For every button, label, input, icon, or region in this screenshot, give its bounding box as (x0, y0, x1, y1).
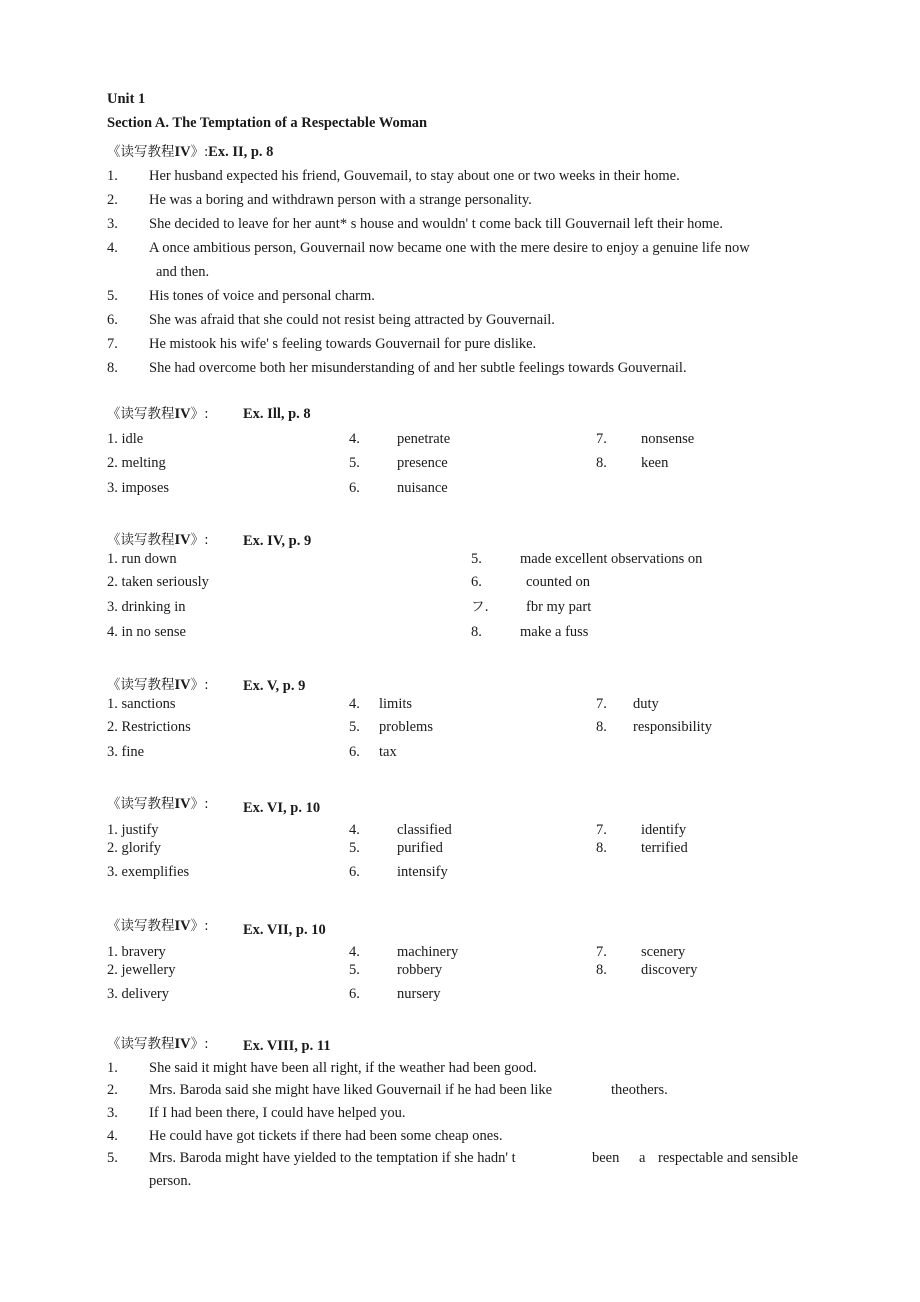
answer-num: 8. (596, 962, 607, 978)
list-item: She decided to leave for her aunt* s house and wouldn' t come back till Gouvernail left their home. (149, 216, 723, 232)
answer-item: make a fuss (520, 624, 589, 640)
answer-item: 1. justify (107, 822, 159, 838)
book-label: 《读写教程 (107, 796, 175, 812)
list-item-num: 5. (107, 1150, 118, 1166)
list-item-continuation: and then. (156, 264, 210, 280)
answer-item: 2. jewellery (107, 962, 176, 978)
list-item: She said it might have been all right, if the weather had been good. (149, 1060, 537, 1076)
list-item: He was a boring and withdrawn person with a strange personality. (149, 192, 532, 208)
list-item-continuation: person. (149, 1173, 192, 1189)
book-level: IV (174, 918, 191, 934)
book-label: 《读写教程 (107, 1036, 175, 1052)
list-item: She had overcome both her misunderstanding of and her subtle feelings towards Gouvernail. (149, 360, 687, 376)
ex2-label: Ex. II, p. 8 (208, 144, 274, 160)
list-item: He could have got tickets if there had been some cheap ones. (149, 1128, 503, 1144)
book-close: 》 (190, 796, 205, 812)
list-item: Mrs. Baroda said she might have liked Gouvernail if he had been like (149, 1082, 553, 1098)
list-item: He mistook his wife' s feeling towards Gouvernail for pure dislike. (149, 336, 537, 352)
ex5-header (107, 676, 209, 694)
list-item-num: 8. (107, 360, 118, 376)
ex8-label: Ex. VIII, p. 11 (243, 1038, 331, 1054)
ex4-header (107, 531, 209, 549)
list-item-num: 2. (107, 1082, 118, 1098)
answer-item: nursery (397, 986, 441, 1002)
answer-item: 3. imposes (107, 480, 170, 496)
header-colon: : (204, 406, 209, 422)
book-close: 》 (190, 1036, 205, 1052)
answer-num: 5. (349, 962, 360, 978)
answer-item: 1. run down (107, 551, 177, 567)
list-item-tail: theothers. (611, 1082, 668, 1098)
answer-item: nuisance (397, 480, 448, 496)
answer-item: machinery (397, 944, 459, 960)
list-item-num: 3. (107, 216, 118, 232)
list-item-num: 1. (107, 1060, 118, 1076)
ex5-label: Ex. V, p. 9 (243, 678, 306, 694)
answer-item: duty (633, 696, 659, 712)
answer-item: 2. Restrictions (107, 719, 191, 735)
header-colon: : (204, 532, 209, 548)
list-item-num: 5. (107, 288, 118, 304)
ex7-label: Ex. VII, p. 10 (243, 922, 326, 938)
list-item: His tones of voice and personal charm. (149, 288, 375, 304)
answer-item: limits (379, 696, 413, 712)
list-item-num: 4. (107, 240, 118, 256)
book-level: IV (174, 677, 191, 693)
answer-num: 5. (471, 551, 482, 567)
answer-item: 2. glorify (107, 840, 161, 856)
answer-num: 7. (596, 944, 607, 960)
book-level: IV (174, 406, 191, 422)
book-label: 《读写教程 (107, 406, 175, 422)
answer-item: keen (641, 455, 669, 471)
answer-num: 7. (596, 431, 607, 447)
answer-item: classified (397, 822, 452, 838)
book-level: IV (174, 144, 191, 160)
answer-num: 6. (471, 574, 482, 590)
list-item-num: 2. (107, 192, 118, 208)
book-close: 》 (190, 144, 205, 160)
book-level: IV (174, 532, 191, 548)
answer-item: discovery (641, 962, 698, 978)
list-item-num: 7. (107, 336, 118, 352)
ex7-header (107, 917, 209, 935)
book-close: 》 (190, 677, 205, 693)
list-item-word: a (639, 1150, 646, 1166)
ex6-label: Ex. VI, p. 10 (243, 800, 321, 816)
unit-title: Unit 1 (107, 91, 146, 107)
answer-num: 8. (596, 719, 607, 735)
section-title: Section A. The Temptation of a Respectable Woman (107, 115, 428, 131)
answer-num: 6. (349, 744, 360, 760)
answer-item: 2. taken seriously (107, 574, 209, 590)
answer-item: 4. in no sense (107, 624, 186, 640)
ex4-label: Ex. IV, p. 9 (243, 533, 312, 549)
answer-num: 5. (349, 719, 360, 735)
answer-num: 6. (349, 986, 360, 1002)
answer-num: 8. (471, 624, 482, 640)
answer-item: 3. fine (107, 744, 145, 760)
ex8-header (107, 1035, 209, 1053)
answer-item: 1. bravery (107, 944, 166, 960)
answer-item: 1. idle (107, 431, 144, 447)
book-close: 》 (190, 918, 205, 934)
answer-num: 7. (596, 822, 607, 838)
answer-item: 3. delivery (107, 986, 170, 1002)
answer-num: 8. (596, 455, 607, 471)
answer-num: 4. (349, 944, 360, 960)
header-colon: : (204, 796, 209, 812)
list-item: A once ambitious person, Gouvernail now became one with the mere desire to enjoy a genuine life now (149, 240, 750, 256)
answer-item: responsibility (633, 719, 712, 735)
answer-item: penetrate (397, 431, 451, 447)
list-item: Her husband expected his friend, Gouvemail, to stay about one or two weeks in their home. (149, 168, 680, 184)
answer-item: 3. drinking in (107, 599, 186, 615)
answer-num: 7. (596, 696, 607, 712)
answer-num: 8. (596, 840, 607, 856)
answer-item: 3. exemplifies (107, 864, 190, 880)
answer-item: 1. sanctions (107, 696, 176, 712)
answer-item: counted on (526, 574, 591, 590)
answer-num: 4. (349, 696, 360, 712)
book-label: 《读写教程 (107, 918, 175, 934)
answer-item: fbr my part (526, 599, 592, 615)
ex2-header (107, 143, 273, 161)
answer-item: tax (379, 744, 397, 760)
answer-num: 4. (349, 822, 360, 838)
list-item-num: 3. (107, 1105, 118, 1121)
list-item-num: 4. (107, 1128, 118, 1144)
header-colon: : (204, 1036, 209, 1052)
book-label: 《读写教程 (107, 144, 175, 160)
answer-num: 5. (349, 840, 360, 856)
answer-item: problems (379, 719, 433, 735)
ex3-label: Ex. Ill, p. 8 (243, 406, 311, 422)
list-item: If I had been there, I could have helped you. (149, 1105, 406, 1121)
book-close: 》 (190, 406, 205, 422)
answer-num: 6. (349, 864, 360, 880)
ex3-header (107, 405, 209, 423)
answer-item: identify (641, 822, 687, 838)
list-item: She was afraid that she could not resist being attracted by Gouvernail. (149, 312, 555, 328)
answer-item: robbery (397, 962, 443, 978)
answer-item: made excellent observations on (520, 551, 703, 567)
list-item-word: been (592, 1150, 620, 1166)
answer-num: 4. (349, 431, 360, 447)
answer-item: terrified (641, 840, 688, 856)
list-item-num: 6. (107, 312, 118, 328)
answer-num: フ. (471, 599, 489, 615)
answer-item: 2. melting (107, 455, 166, 471)
book-close: 》 (190, 532, 205, 548)
answer-item: intensify (397, 864, 448, 880)
answer-num: 5. (349, 455, 360, 471)
book-level: IV (174, 796, 191, 812)
book-level: IV (174, 1036, 191, 1052)
book-label: 《读写教程 (107, 677, 175, 693)
answer-item: presence (397, 455, 448, 471)
header-colon: : (204, 677, 209, 693)
header-colon: : (204, 918, 209, 934)
answer-num: 6. (349, 480, 360, 496)
answer-item: nonsense (641, 431, 695, 447)
answer-item: scenery (641, 944, 686, 960)
ex6-header (107, 795, 209, 813)
book-label: 《读写教程 (107, 532, 175, 548)
list-item-word: respectable and sensible (658, 1150, 799, 1166)
list-item-num: 1. (107, 168, 118, 184)
answer-item: purified (397, 840, 443, 856)
header-colon: : (204, 144, 209, 160)
list-item: Mrs. Baroda might have yielded to the temptation if she hadn' t (149, 1150, 516, 1166)
